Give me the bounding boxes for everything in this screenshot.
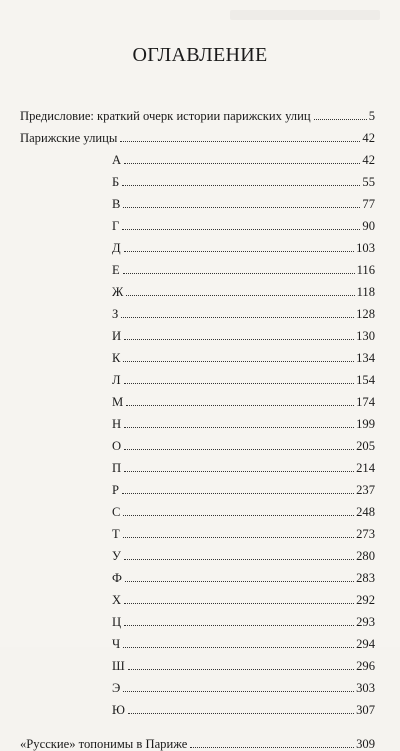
toc-entry-page: 5: [368, 109, 375, 123]
toc-entry-label: Предисловие: краткий очерк истории парижских улиц: [20, 109, 311, 123]
page-title: ОГЛАВЛЕНИЕ: [132, 44, 268, 66]
toc-entry-page: 90: [362, 219, 375, 233]
toc-entry-page: 292: [356, 593, 375, 607]
toc-entry-label: Х: [112, 593, 122, 607]
toc-entry-page: 130: [356, 329, 375, 343]
toc-entry-page: 307: [356, 703, 375, 717]
toc-entry-letter-n[interactable]: [20, 409, 375, 431]
toc-entry-letter-sh[interactable]: [20, 651, 375, 673]
toc-entry-label: Э: [112, 681, 121, 695]
toc-leader-dots: [124, 603, 354, 604]
toc-entry-page: 280: [356, 549, 375, 563]
toc-entry-page: 303: [356, 681, 375, 695]
toc-entry-letter-p[interactable]: [20, 453, 375, 475]
toc-entry-page: 42: [362, 131, 375, 145]
toc-entry-label: Е: [112, 263, 120, 277]
toc-leader-dots: [124, 449, 354, 450]
toc-leader-dots: [124, 559, 354, 560]
toc-entry-letter-ts[interactable]: [20, 607, 375, 629]
toc-entry-label: О: [112, 439, 122, 453]
toc-leader-dots: [128, 669, 354, 670]
toc-entry-page: 296: [356, 659, 375, 673]
toc-leader-dots: [120, 141, 360, 142]
toc-leader-dots: [121, 317, 354, 318]
toc-entry-label: «Русские» топонимы в Париже: [20, 737, 188, 751]
toc-entry-label: Ж: [112, 285, 124, 299]
toc-entry-label: В: [112, 197, 121, 211]
toc-entry-letter-zh[interactable]: [20, 277, 375, 299]
toc-entry-label: У: [112, 549, 121, 563]
toc-entry-page: 237: [356, 483, 375, 497]
toc-entry-page: 293: [356, 615, 375, 629]
toc-entry-page: 128: [356, 307, 375, 321]
toc-entry-letter-b[interactable]: [20, 167, 375, 189]
toc-leader-dots: [122, 229, 360, 230]
toc-leader-dots: [124, 625, 354, 626]
toc-entry-page: 174: [356, 395, 375, 409]
toc-entry-letter-yu[interactable]: [20, 695, 375, 717]
toc-entry-letter-v[interactable]: [20, 189, 375, 211]
toc-entry-label: Ю: [112, 703, 125, 717]
toc-leader-dots: [128, 713, 354, 714]
toc-entry-letter-z[interactable]: [20, 299, 375, 321]
toc-leader-dots: [124, 471, 354, 472]
toc-entry-page: 55: [362, 175, 375, 189]
toc-leader-dots: [124, 339, 354, 340]
toc-entry-page: 273: [356, 527, 375, 541]
toc-entry-page: 118: [356, 285, 375, 299]
toc-entry-page: 42: [362, 153, 375, 167]
toc-leader-dots: [123, 537, 354, 538]
toc-entry-label: З: [112, 307, 119, 321]
toc-entry-page: 103: [356, 241, 375, 255]
toc-entry-label: А: [112, 153, 122, 167]
toc-entry-page: 134: [356, 351, 375, 365]
toc-entry-label: Д: [112, 241, 121, 255]
toc-entry-letter-s[interactable]: [20, 497, 375, 519]
toc-leader-dots: [123, 691, 354, 692]
toc-entry-russian-toponyms[interactable]: [20, 729, 375, 751]
toc-entry-paris-streets[interactable]: [20, 123, 375, 145]
toc-leader-dots: [124, 383, 355, 384]
toc-entry-letter-t[interactable]: [20, 519, 375, 541]
toc-entry-label: И: [112, 329, 122, 343]
toc-entry-letter-f[interactable]: [20, 563, 375, 585]
toc-entry-letter-ch[interactable]: [20, 629, 375, 651]
toc-entry-letter-l[interactable]: [20, 365, 375, 387]
toc-entry-letter-o[interactable]: [20, 431, 375, 453]
toc-entry-letter-u[interactable]: [20, 541, 375, 563]
toc-entry-letter-k[interactable]: [20, 343, 375, 365]
toc-entry-page: 309: [356, 737, 375, 751]
toc-entry-label: Г: [112, 219, 120, 233]
toc-entry-letter-r[interactable]: [20, 475, 375, 497]
toc-entry-letter-g[interactable]: [20, 211, 375, 233]
toc-entry-label: Ш: [112, 659, 125, 673]
toc-entry-letter-e-reverse[interactable]: [20, 673, 375, 695]
toc-entry-preface[interactable]: [20, 101, 375, 123]
toc-leader-dots: [125, 581, 354, 582]
toc-entry-label: Л: [112, 373, 121, 387]
toc-entry-letter-i[interactable]: [20, 321, 375, 343]
bleed-through-shadow: [230, 10, 380, 20]
toc-leader-dots: [122, 185, 360, 186]
toc-leader-dots: [123, 515, 354, 516]
toc-entry-page: 116: [356, 263, 375, 277]
toc-entry-page: 205: [356, 439, 375, 453]
toc-entry-page: 248: [356, 505, 375, 519]
toc-entry-letter-kh[interactable]: [20, 585, 375, 607]
toc-leader-dots: [124, 163, 360, 164]
toc-entry-label: С: [112, 505, 121, 519]
toc-leader-dots: [190, 747, 354, 748]
toc-entry-label: П: [112, 461, 122, 475]
toc-entry-page: 199: [356, 417, 375, 431]
toc-entry-letter-a[interactable]: [20, 145, 375, 167]
toc-entry-page: 154: [356, 373, 375, 387]
toc-leader-dots: [123, 361, 354, 362]
toc-leader-dots: [122, 493, 354, 494]
toc-entry-label: Б: [112, 175, 120, 189]
toc-entry-label: Р: [112, 483, 120, 497]
toc-entry-page: 77: [362, 197, 375, 211]
toc-entry-label: Ц: [112, 615, 122, 629]
toc-entry-label: М: [112, 395, 124, 409]
toc-leader-dots: [314, 119, 367, 120]
toc-entry-label: Ф: [112, 571, 122, 585]
toc-leader-dots: [123, 273, 355, 274]
table-of-contents: [20, 101, 375, 751]
toc-leader-dots: [123, 207, 360, 208]
toc-entry-page: 214: [356, 461, 375, 475]
toc-leader-dots: [124, 251, 355, 252]
toc-leader-dots: [123, 647, 354, 648]
toc-entry-letter-d[interactable]: [20, 233, 375, 255]
toc-entry-label: Н: [112, 417, 122, 431]
toc-entry-label: К: [112, 351, 121, 365]
toc-entry-label: Ч: [112, 637, 121, 651]
toc-leader-dots: [126, 405, 354, 406]
toc-leader-dots: [124, 427, 354, 428]
toc-entry-page: 294: [356, 637, 375, 651]
toc-entry-letter-e[interactable]: [20, 255, 375, 277]
toc-entry-page: 283: [356, 571, 375, 585]
toc-leader-dots: [126, 295, 354, 296]
toc-entry-label: Т: [112, 527, 120, 541]
toc-entry-letter-m[interactable]: [20, 387, 375, 409]
toc-entry-label: Парижские улицы: [20, 131, 118, 145]
